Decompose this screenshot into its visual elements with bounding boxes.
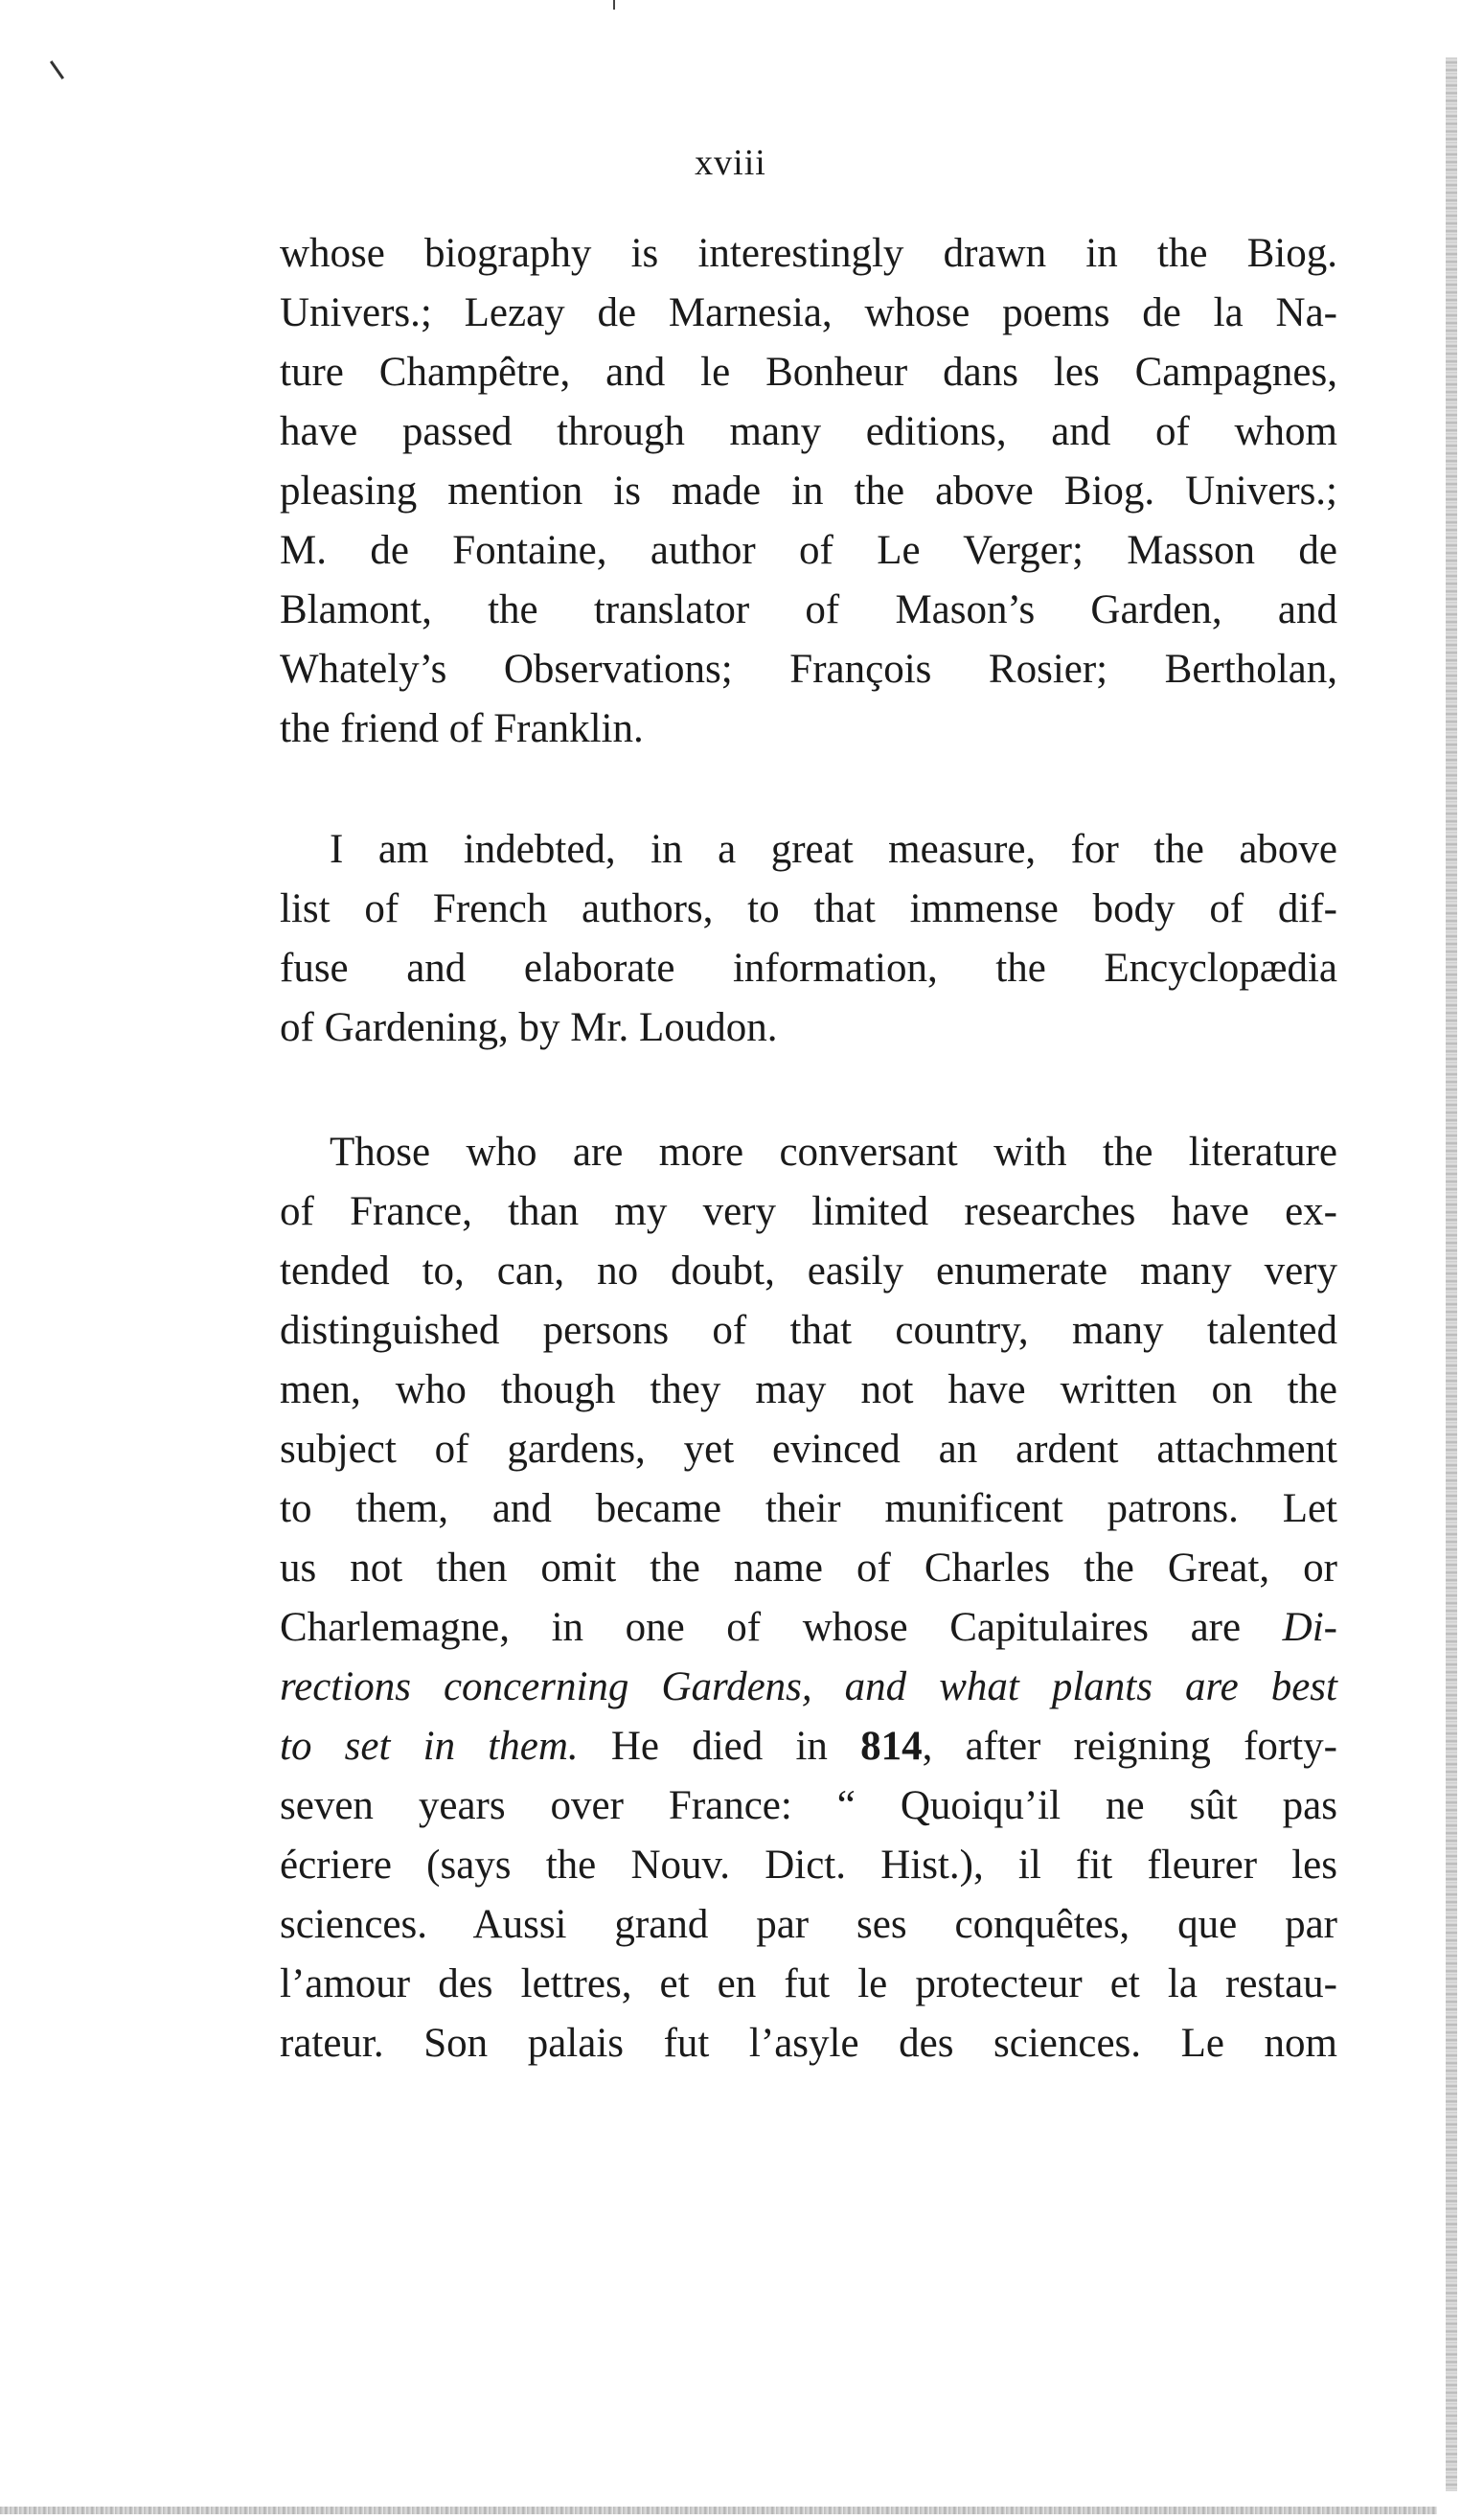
text-line: of France, than my very limited researches have ex- <box>280 1189 1337 1234</box>
text-run: , after reigning forty- <box>922 1724 1337 1769</box>
text-line: Those who are more conversant with the literature <box>330 1130 1337 1175</box>
paragraph-3 <box>280 1123 1337 2073</box>
text-line: the friend of Franklin. <box>280 706 644 751</box>
text-line <box>280 1598 1337 1658</box>
text-run: Charlemagne, in one of whose Capitulaires are <box>280 1605 1283 1650</box>
text-line: subject of gardens, yet evinced an ardent attachment <box>280 1427 1337 1472</box>
italic-run: rections concerning Gardens, and what plants are best <box>280 1664 1337 1709</box>
text-line: list of French authors, to that immense body of dif- <box>280 886 1337 931</box>
text-line: seven years over France: “ Quoiqu’il ne sût pas <box>280 1783 1337 1828</box>
text-line: ture Champêtre, and le Bonheur dans les Campagnes, <box>280 350 1337 395</box>
text-line: distinguished persons of that country, many talented <box>280 1308 1337 1353</box>
scan-mark-left <box>50 60 64 80</box>
text-line: to them, and became their munificent patrons. Let <box>280 1486 1337 1531</box>
text-line: Blamont, the translator of Mason’s Garden, and <box>280 587 1337 632</box>
italic-run: Di- <box>1282 1605 1337 1650</box>
italic-run: to set in them. <box>280 1724 579 1769</box>
text-line: fuse and elaborate information, the Encyclopædia <box>280 946 1337 991</box>
text-line <box>280 1717 1337 1776</box>
text-line: pleasing mention is made in the above Biog. Univers.; <box>280 469 1337 514</box>
text-line: rateur. Son palais fut l’asyle des sciences. Le nom <box>280 2021 1337 2066</box>
page-edge-right <box>1446 57 1457 2491</box>
text-line: M. de Fontaine, author of Le Verger; Masson de <box>280 528 1337 573</box>
scan-mark-top <box>613 0 615 10</box>
text-line: Univers.; Lezay de Marnesia, whose poems de la Na- <box>280 290 1337 335</box>
text-run: He died in <box>578 1724 861 1769</box>
text-line: I am indebted, in a great measure, for the above <box>330 827 1337 872</box>
text-line: sciences. Aussi grand par ses conquêtes, que par <box>280 1902 1337 1947</box>
text-line: tended to, can, no doubt, easily enumerate many very <box>280 1249 1337 1294</box>
text-line: of Gardening, by Mr. Loudon. <box>280 1005 778 1050</box>
page-edge-bottom <box>0 2507 1437 2514</box>
paragraph-2 <box>280 820 1337 1058</box>
text-line: écriere (says the Nouv. Dict. Hist.), il fit fleurer les <box>280 1843 1337 1888</box>
text-line: men, who though they may not have written on the <box>280 1367 1337 1412</box>
text-line: Whately’s Observations; François Rosier; Bertholan, <box>280 647 1337 692</box>
paragraph-1 <box>280 224 1337 759</box>
text-line <box>280 1658 1337 1717</box>
text-line: have passed through many editions, and of whom <box>280 409 1337 454</box>
text-line: l’amour des lettres, et en fut le protecteur et la restau- <box>280 1961 1337 2006</box>
text-line: whose biography is interestingly drawn in the Biog. <box>280 231 1337 276</box>
page-number: xviii <box>695 143 766 183</box>
bold-run: 814 <box>860 1724 923 1769</box>
text-line: us not then omit the name of Charles the Great, or <box>280 1546 1337 1591</box>
